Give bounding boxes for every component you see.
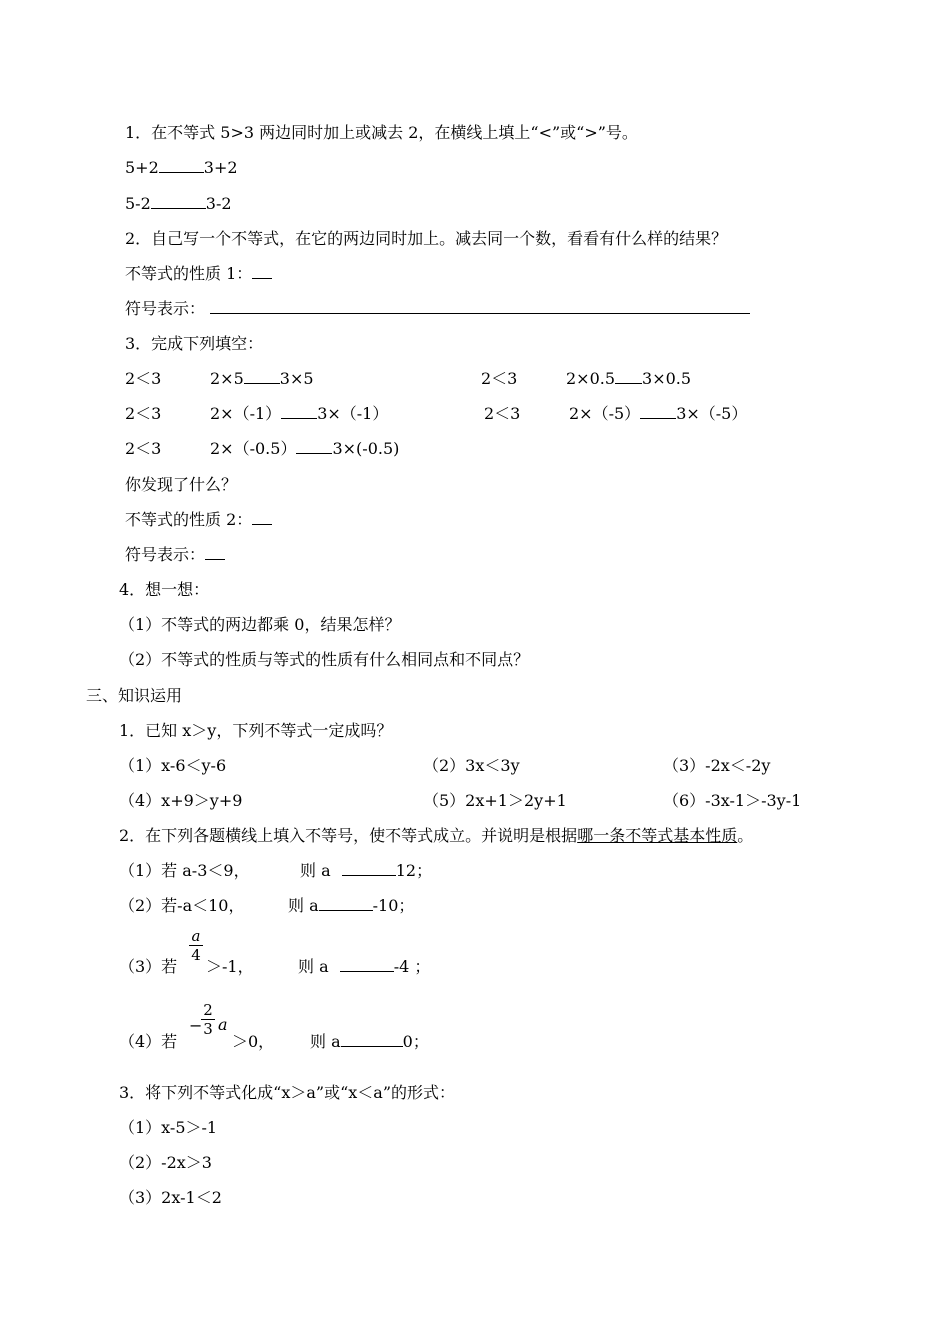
fill-item xyxy=(210,439,399,459)
expr-right: 3×(-0.5) xyxy=(332,439,400,458)
exercise-2 xyxy=(119,826,753,846)
variable-a: a xyxy=(218,1015,228,1034)
exercise-2-period: 。 xyxy=(737,826,754,845)
then-label: 则 a xyxy=(300,861,331,880)
option-4: （4）x+9＞y+9 xyxy=(119,791,243,810)
symbol-2-label: 符号表示： xyxy=(125,545,206,564)
symbol-2-line xyxy=(125,545,225,565)
ineq-label: 2＜3 xyxy=(481,369,518,388)
ineq-label: 2＜3 xyxy=(125,404,162,423)
problem-1-answer xyxy=(300,861,432,881)
question-1: 1．在不等式 5>3 两边同时加上或减去 2，在横线上填上“<”或“>”号。 xyxy=(125,123,638,142)
fill-row-add xyxy=(125,158,238,178)
option-3: （3）-2x＜-2y xyxy=(663,756,771,775)
transform-1: （1）x-5＞-1 xyxy=(119,1118,218,1137)
option-5: （5）2x+1＞2y+1 xyxy=(423,791,567,810)
problem-2-answer xyxy=(288,896,414,916)
property-2-line xyxy=(125,510,272,530)
fraction-numerator: 2 xyxy=(203,1001,213,1019)
fill-item xyxy=(210,404,388,424)
answer-blank[interactable] xyxy=(342,861,396,876)
question-4-2: （2）不等式的性质与等式的性质有什么相同点和不同点？ xyxy=(119,650,530,669)
expr-left: 2×（-1） xyxy=(210,404,282,423)
fill-row-subtract xyxy=(125,194,232,214)
expr-left: 2×（-0.5） xyxy=(210,439,297,458)
discovery-question: 你发现了什么？ xyxy=(125,475,238,494)
then-label: 则 a xyxy=(298,957,329,976)
fraction-2-over-3 xyxy=(201,1002,215,1037)
problem-1-cond: （1）若 a-3＜9， xyxy=(119,861,250,880)
fraction-a-over-4 xyxy=(189,928,203,963)
property-1-blank[interactable] xyxy=(252,264,272,279)
transform-3: （3）2x-1＜2 xyxy=(119,1188,222,1207)
answer-blank[interactable] xyxy=(296,439,332,454)
answer-blank[interactable] xyxy=(159,158,204,173)
compare-value: -4 ； xyxy=(393,957,431,976)
expr-left: 5-2 xyxy=(125,194,151,213)
problem-4-label: （4）若 xyxy=(119,1032,178,1051)
answer-blank[interactable] xyxy=(340,957,394,972)
answer-blank[interactable] xyxy=(615,369,642,384)
ineq-label: 2＜3 xyxy=(484,404,521,423)
property-1-line xyxy=(125,264,272,284)
exercise-1: 1．已知 x＞y，下列不等式一定成吗？ xyxy=(119,721,393,740)
question-3: 3．完成下列填空： xyxy=(125,334,264,353)
expr-left: 2×（-5） xyxy=(569,404,641,423)
answer-blank[interactable] xyxy=(244,369,280,384)
then-label: 则 a xyxy=(288,896,319,915)
problem-2-cond: （2）若-a＜10， xyxy=(119,896,245,915)
ineq-label: 2＜3 xyxy=(125,439,162,458)
exercise-2-text: 2．在下列各题横线上填入不等号，使不等式成立。并说明是根据 xyxy=(119,826,578,845)
question-2: 2．自己写一个不等式，在它的两边同时加上。减去同一个数，看看有什么样的结果？ xyxy=(125,229,728,248)
property-2-blank[interactable] xyxy=(252,510,272,525)
option-1: （1）x-6＜y-6 xyxy=(119,756,227,775)
transform-2: （2）-2x＞3 xyxy=(119,1153,212,1172)
expr-right: 3×（-5） xyxy=(676,404,748,423)
property-2-label: 不等式的性质 2： xyxy=(125,510,253,529)
fraction-denominator: 3 xyxy=(203,1020,213,1038)
symbol-1-blank[interactable] xyxy=(210,299,750,314)
answer-blank[interactable] xyxy=(640,404,676,419)
expr-right: 3×（-1） xyxy=(317,404,389,423)
answer-blank[interactable] xyxy=(281,404,317,419)
problem-3-label: （3）若 xyxy=(119,957,178,976)
property-1-label: 不等式的性质 1： xyxy=(125,264,253,283)
minus-sign: − xyxy=(189,1016,203,1035)
expr-left: 2×0.5 xyxy=(566,369,616,388)
fraction-denominator: 4 xyxy=(191,946,201,964)
symbol-1-label: 符号表示： xyxy=(125,299,206,318)
problem-3-answer xyxy=(298,957,430,977)
ineq-label: 2＜3 xyxy=(125,369,162,388)
option-2: （2）3x＜3y xyxy=(423,756,520,775)
problem-4-answer xyxy=(310,1032,429,1052)
compare-value: 0； xyxy=(402,1032,429,1051)
exercise-3: 3．将下列不等式化成“x＞a”或“x＜a”的形式： xyxy=(119,1083,456,1102)
fill-item xyxy=(566,369,691,389)
expr-left: 5+2 xyxy=(125,158,159,177)
section-heading: 三、知识运用 xyxy=(86,686,183,705)
question-4-1: （1）不等式的两边都乘 0，结果怎样？ xyxy=(119,615,401,634)
compare-value: 12； xyxy=(395,861,433,880)
problem-3-cond: ＞-1， xyxy=(206,957,254,976)
problem-4-cond: ＞0， xyxy=(232,1032,275,1051)
exercise-2-underlined: 哪一条不等式基本性质 xyxy=(577,826,738,845)
answer-blank[interactable] xyxy=(151,194,206,209)
fill-item xyxy=(569,404,747,424)
answer-blank[interactable] xyxy=(341,1032,403,1047)
expr-right: 3×0.5 xyxy=(642,369,692,388)
symbol-1-line xyxy=(125,299,750,319)
question-4: 4．想一想： xyxy=(119,580,210,599)
expr-right: 3×5 xyxy=(279,369,314,388)
symbol-2-blank[interactable] xyxy=(205,545,225,560)
expr-left: 2×5 xyxy=(210,369,244,388)
fill-item xyxy=(210,369,314,389)
option-6: （6）-3x-1＞-3y-1 xyxy=(663,791,802,810)
expr-right: 3-2 xyxy=(205,194,232,213)
compare-value: -10； xyxy=(372,896,415,915)
then-label: 则 a xyxy=(310,1032,341,1051)
fraction-numerator: a xyxy=(191,927,201,945)
answer-blank[interactable] xyxy=(319,896,373,911)
expr-right: 3+2 xyxy=(203,158,238,177)
